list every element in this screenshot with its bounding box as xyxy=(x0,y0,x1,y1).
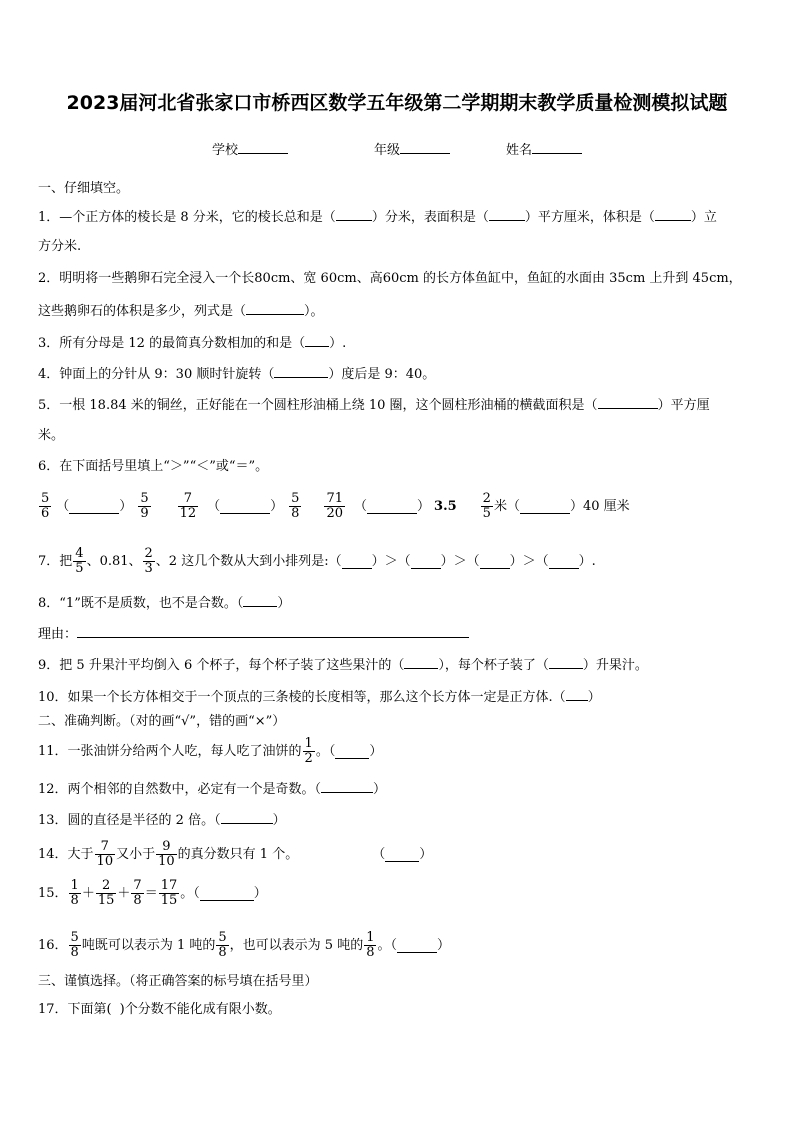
q7-text-end: ）. xyxy=(578,553,596,569)
q6-blank-3[interactable] xyxy=(367,500,417,514)
q11-text-a: 11．一张油饼分给两个人吃，每人吃了油饼的 xyxy=(38,743,302,759)
q10-text-a: 10．如果一个长方体相交于一个顶点的三条棱的长度相等，那么这个长方体一定是正方体.（ xyxy=(38,690,566,705)
q13-text-a: 13．圆的直径是半径的 2 倍。（ xyxy=(38,813,221,828)
q12-text-a: 12．两个相邻的自然数中，必定有一个是奇数。（ xyxy=(38,782,322,797)
q15-fraction-7-8 xyxy=(131,879,143,908)
fraction-numerator: 17 xyxy=(160,878,178,893)
school-label: 学校 xyxy=(212,143,239,158)
fraction-denominator: 8 xyxy=(133,893,142,908)
q6-paren-close-2: ） xyxy=(270,498,284,514)
q17-blank[interactable] xyxy=(112,1000,120,1013)
question-6-comparisons xyxy=(38,492,630,521)
q13-blank[interactable] xyxy=(221,810,273,824)
q15-text-c: ） xyxy=(253,885,267,901)
q2-blank[interactable] xyxy=(246,301,304,315)
fraction-numerator: 1 xyxy=(366,930,375,945)
question-13 xyxy=(38,810,286,830)
q16-text-a: 16． xyxy=(38,937,68,953)
q14-paren-close: ） xyxy=(419,846,433,862)
question-16 xyxy=(38,931,450,960)
fraction-numerator: 1 xyxy=(304,736,313,751)
q7-blank-3[interactable] xyxy=(480,555,510,569)
question-15 xyxy=(38,879,267,908)
q6-unit-meter: 米 xyxy=(493,498,507,514)
q4-text-b: ）度后是 9：40。 xyxy=(328,367,436,382)
q14-fraction-7-10 xyxy=(95,840,116,869)
q5-text-a: 5．一根 18.84 米的铜丝，正好能在一个圆柱形油桶上绕 10 圈，这个圆柱形油桶的横截面积是（ xyxy=(38,398,598,413)
q6-fraction-7-12 xyxy=(178,492,199,521)
question-10 xyxy=(38,687,601,707)
q7-fraction-2-3 xyxy=(143,547,155,576)
grade-field[interactable] xyxy=(374,140,450,160)
q7-text-a: 7．把 xyxy=(38,553,73,569)
q8-reason-label: 理由： xyxy=(38,627,78,642)
fraction-denominator: 3 xyxy=(144,561,153,576)
q16-fraction-5-8-a xyxy=(69,931,81,960)
q14-text-b: 又小于 xyxy=(116,846,156,862)
q17-text-b: )个分数不能化成有限小数。 xyxy=(119,1002,281,1017)
fraction-denominator: 8 xyxy=(70,893,79,908)
q9-text-a: 9．把 5 升果汁平均倒入 6 个杯子，每个杯子装了这些果汁的（ xyxy=(38,658,405,673)
question-3 xyxy=(38,333,346,353)
q16-text-e: ） xyxy=(437,937,451,953)
fraction-numerator: 5 xyxy=(41,491,50,506)
q3-text-a: 3．所有分母是 12 的最简真分数相加的和是（ xyxy=(38,336,306,351)
fraction-denominator: 6 xyxy=(41,506,50,521)
q1-text-b: ）分米，表面积是（ xyxy=(371,210,489,225)
q1-text-d: ）立 xyxy=(690,210,717,225)
q7-fraction-4-5 xyxy=(73,547,85,576)
q8-reason-line[interactable] xyxy=(77,624,469,638)
question-11 xyxy=(38,737,382,766)
question-5 xyxy=(38,395,710,415)
q7-gt-3: ）＞（ xyxy=(509,553,549,569)
q1-text-a: 1．—个正方体的棱长是 8 分米，它的棱长总和是（ xyxy=(38,210,336,225)
q6-fraction-2-5 xyxy=(481,492,493,521)
q9-text-c: ）升果汁。 xyxy=(582,658,648,673)
q6-fraction-71-20 xyxy=(324,492,345,521)
q6-blank-4[interactable] xyxy=(520,500,570,514)
fraction-denominator: 9 xyxy=(140,506,149,521)
fraction-denominator: 8 xyxy=(366,945,375,960)
q3-text-b: ）. xyxy=(329,336,347,351)
fraction-numerator: 7 xyxy=(100,839,109,854)
fraction-denominator: 8 xyxy=(70,945,79,960)
q6-paren-open-2: （ xyxy=(207,498,221,514)
q11-blank[interactable] xyxy=(335,745,369,759)
fraction-denominator: 5 xyxy=(482,506,491,521)
q16-blank[interactable] xyxy=(397,939,437,953)
question-6: 6．在下面括号里填上“＞”“＜”或“＝”。 xyxy=(38,459,269,474)
q7-text-c: 、2 这几个数从大到小排列是:（ xyxy=(155,553,342,569)
page-title: 2023届河北省张家口市桥西区数学五年级第二学期期末教学质量检测模拟试题 xyxy=(66,92,728,114)
question-2: 2．明明将一些鹅卵石完全浸入一个长80cm、宽 60cm、高60cm 的长方体鱼缸中，鱼缸的水面由 35cm 上升到 45cm， xyxy=(38,271,742,286)
question-1-cont: 方分米. xyxy=(38,239,82,254)
q14-paren-open: （ xyxy=(372,846,386,862)
question-17 xyxy=(38,1000,281,1019)
q6-fraction-5-8 xyxy=(289,492,301,521)
q12-blank[interactable] xyxy=(321,779,373,793)
q14-blank[interactable] xyxy=(385,848,419,862)
q6-paren-open-1: （ xyxy=(56,498,70,514)
name-label: 姓名 xyxy=(506,143,533,158)
q14-text-c: 的真分数只有 1 个。 xyxy=(177,846,299,862)
q8-text-a: 8．“1”既不是质数，也不是合数。（ xyxy=(38,596,244,611)
section-3-heading: 三、谨慎选择。（将正确答案的标号填在括号里） xyxy=(38,974,318,989)
q10-blank[interactable] xyxy=(566,687,588,701)
fraction-denominator: 10 xyxy=(158,854,175,869)
q2-text-b: 这些鹅卵石的体积是多少，列式是（ xyxy=(38,304,247,319)
fraction-denominator: 5 xyxy=(75,561,84,576)
question-7 xyxy=(38,547,596,576)
fraction-denominator: 15 xyxy=(97,893,115,908)
q6-paren-open-3: （ xyxy=(354,498,368,514)
q11-fraction-1-2 xyxy=(303,737,315,766)
q15-equals: ＝ xyxy=(144,885,158,901)
q1-blank-3[interactable] xyxy=(655,207,691,221)
q10-text-b: ） xyxy=(587,690,601,705)
grade-label: 年级 xyxy=(374,143,401,158)
q5-text-b: ）平方厘 xyxy=(657,398,710,413)
q15-text-b: 。（ xyxy=(180,885,200,901)
name-field[interactable] xyxy=(506,140,582,160)
q7-text-b: 、0.81、 xyxy=(86,553,142,569)
fraction-numerator: 9 xyxy=(162,839,171,854)
school-blank[interactable] xyxy=(238,140,288,154)
q4-text-a: 4．钟面上的分针从 9：30 顺时针旋转（ xyxy=(38,367,275,382)
section-2-heading: 二、准确判断。（对的画“√”，错的画“×”） xyxy=(38,714,286,729)
q15-fraction-1-8 xyxy=(69,879,81,908)
question-9 xyxy=(38,655,648,675)
fraction-numerator: 1 xyxy=(70,878,79,893)
q6-paren-close-3: ） xyxy=(417,498,431,514)
q1-blank-2[interactable] xyxy=(489,207,525,221)
question-5-cont: 米。 xyxy=(38,428,65,443)
q6-value-3-5: 3.5 xyxy=(434,498,457,514)
fraction-numerator: 2 xyxy=(482,491,491,506)
question-14 xyxy=(38,840,432,869)
q1-text-c: ）平方厘米，体积是（ xyxy=(524,210,655,225)
q7-blank-1[interactable] xyxy=(342,555,372,569)
q15-plus-1: ＋ xyxy=(81,885,95,901)
q4-blank[interactable] xyxy=(274,364,328,378)
q7-gt-1: ）＞（ xyxy=(371,553,411,569)
q6-fraction-5-9 xyxy=(138,492,150,521)
fraction-denominator: 8 xyxy=(291,506,300,521)
q15-text-a: 15． xyxy=(38,885,68,901)
q17-text-a: 17．下面第( xyxy=(38,1002,112,1017)
question-8 xyxy=(38,593,290,613)
grade-blank[interactable] xyxy=(400,140,450,154)
q6-fraction-5-6 xyxy=(39,492,51,521)
q12-text-b: ） xyxy=(373,782,387,797)
q7-blank-2[interactable] xyxy=(411,555,441,569)
q15-fraction-2-15 xyxy=(96,879,117,908)
q6-paren-open-4: （ xyxy=(506,498,520,514)
fraction-numerator: 5 xyxy=(70,930,79,945)
fraction-denominator: 12 xyxy=(179,506,197,521)
fraction-numerator: 5 xyxy=(218,930,227,945)
q7-blank-4[interactable] xyxy=(549,555,579,569)
q11-text-b: 。（ xyxy=(315,743,336,759)
q16-text-d: 。（ xyxy=(377,937,397,953)
fraction-denominator: 10 xyxy=(96,854,114,869)
q6-paren-close-1: ） xyxy=(119,498,133,514)
fraction-numerator: 2 xyxy=(101,878,111,893)
q14-fraction-9-10 xyxy=(156,840,177,869)
fraction-numerator: 2 xyxy=(144,546,153,561)
q16-text-b: 吨既可以表示为 1 吨的 xyxy=(81,937,216,953)
q9-blank-1[interactable] xyxy=(404,655,438,669)
q5-blank[interactable] xyxy=(598,395,658,409)
q15-fraction-17-15 xyxy=(159,879,180,908)
fraction-numerator: 5 xyxy=(291,491,300,506)
question-2-cont xyxy=(38,301,324,321)
q16-text-c: ，也可以表示为 5 吨的 xyxy=(229,937,364,953)
question-1 xyxy=(38,207,717,227)
q16-fraction-5-8-b xyxy=(216,931,228,960)
q6-blank-2[interactable] xyxy=(220,500,270,514)
q9-blank-2[interactable] xyxy=(549,655,583,669)
q9-text-b: ），每个杯子装了（ xyxy=(438,658,549,673)
fraction-numerator: 7 xyxy=(133,878,142,893)
q3-blank[interactable] xyxy=(305,333,329,347)
section-1-heading: 一、仔细填空。 xyxy=(38,181,130,196)
fraction-denominator: 2 xyxy=(304,751,313,766)
fraction-numerator: 5 xyxy=(140,491,149,506)
question-12 xyxy=(38,779,386,799)
q15-blank[interactable] xyxy=(200,887,254,901)
fraction-numerator: 7 xyxy=(183,491,192,506)
q8-reason-row xyxy=(38,624,469,644)
fraction-denominator: 20 xyxy=(326,506,343,521)
fraction-denominator: 15 xyxy=(160,893,178,908)
q14-text-a: 14．大于 xyxy=(38,846,94,862)
q7-gt-2: ）＞（ xyxy=(440,553,480,569)
school-field[interactable] xyxy=(212,140,288,160)
name-blank[interactable] xyxy=(532,140,582,154)
q16-fraction-1-8 xyxy=(364,931,376,960)
q11-text-c: ） xyxy=(369,743,383,759)
q13-text-b: ） xyxy=(272,813,286,828)
fraction-numerator: 71 xyxy=(326,491,343,506)
fraction-denominator: 8 xyxy=(218,945,227,960)
q8-blank[interactable] xyxy=(243,593,277,607)
q8-text-b: ） xyxy=(277,596,291,611)
q1-blank-1[interactable] xyxy=(336,207,372,221)
q15-plus-2: ＋ xyxy=(117,885,131,901)
q6-value-40cm: ）40 厘米 xyxy=(569,498,630,514)
fraction-numerator: 4 xyxy=(75,546,84,561)
q6-blank-1[interactable] xyxy=(69,500,119,514)
question-4 xyxy=(38,364,435,384)
q2-text-c: ）。 xyxy=(304,304,324,319)
